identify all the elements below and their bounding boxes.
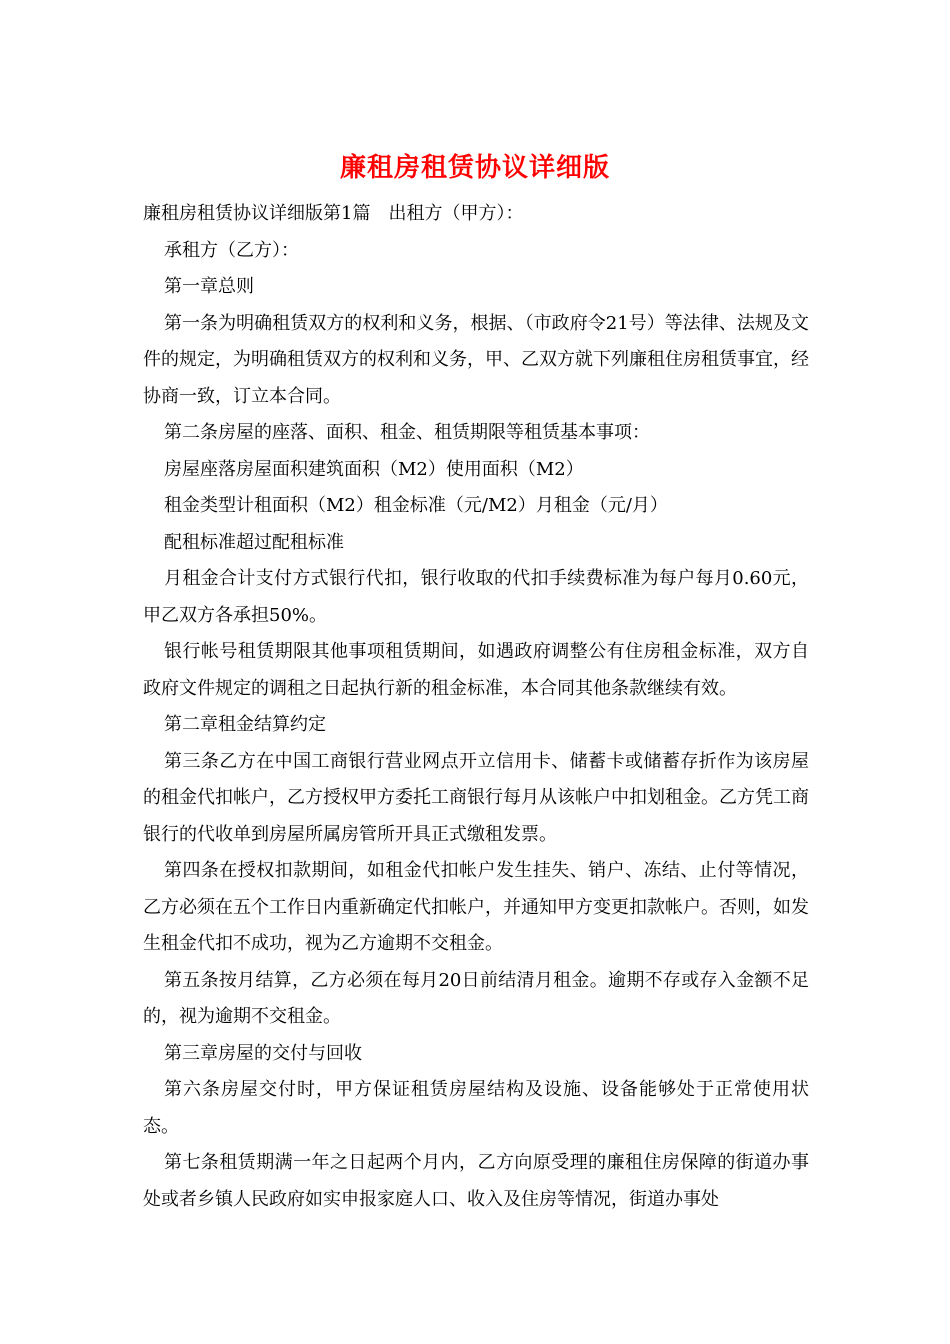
article-7: 第七条租赁期满一年之日起两个月内，乙方向原受理的廉租住房保障的街道办事处或者乡镇人民政府如实申报家庭人口、收入及住房等情况，街道办事处 xyxy=(143,1152,809,1210)
chapter-heading-2: 第二章租金结算约定 xyxy=(164,714,326,735)
paragraph-lessee: 承租方（乙方）： xyxy=(164,239,299,261)
article-2-item-standard: 配租标准超过配租标准 xyxy=(164,531,344,553)
article-5: 第五条按月结算，乙方必须在每月20日前结清月租金。逾期不存或存入金额不足的，视为逾期不交租金。 xyxy=(143,969,809,1027)
chapter-heading-1: 第一章总则 xyxy=(164,276,254,297)
article-2-item-payment: 月租金合计支付方式银行代扣，银行收取的代扣手续费标准为每户每月0.60元，甲乙双方各承担50%。 xyxy=(143,568,809,626)
article-2-item-location: 房屋座落房屋面积建筑面积（M2）使用面积（M2） xyxy=(164,458,584,480)
article-3: 第三条乙方在中国工商银行营业网点开立信用卡、储蓄卡或储蓄存折作为该房屋的租金代扣帐户，乙方授权甲方委托工商银行每月从该帐户中扣划租金。乙方凭工商银行的代收单到房屋所属房管所开具正式缴租发票。 xyxy=(143,750,809,845)
document-body xyxy=(143,196,809,1218)
document-title: 廉租房租赁协议详细版 xyxy=(339,153,610,183)
article-2-item-rent-type: 租金类型计租面积（M2）租金标准（元/M2）月租金（元/月） xyxy=(164,495,668,516)
article-6: 第六条房屋交付时，甲方保证租赁房屋结构及设施、设备能够处于正常使用状态。 xyxy=(143,1079,809,1137)
article-2-item-bank: 银行帐号租赁期限其他事项租赁期间，如遇政府调整公有住房租金标准，双方自政府文件规定的调租之日起执行新的租金标准，本合同其他条款继续有效。 xyxy=(143,641,809,699)
article-2: 第二条房屋的座落、面积、租金、租赁期限等租赁基本事项： xyxy=(164,422,650,443)
paragraph-intro: 廉租房租赁协议详细版第1篇 出租方（甲方）： xyxy=(143,203,524,224)
article-4: 第四条在授权扣款期间，如租金代扣帐户发生挂失、销户、冻结、止付等情况，乙方必须在五个工作日内重新确定代扣帐户，并通知甲方变更扣款帐户。否则，如发生租金代扣不成功，视为乙方逾期不交租金。 xyxy=(143,860,809,954)
article-1: 第一条为明确租赁双方的权利和义务，根据、（市政府令21号）等法律、法规及文件的规定，为明确租赁双方的权利和义务，甲、乙双方就下列廉租住房租赁事宜，经协商一致，订立本合同。 xyxy=(143,312,809,407)
chapter-heading-3: 第三章房屋的交付与回收 xyxy=(164,1042,362,1064)
